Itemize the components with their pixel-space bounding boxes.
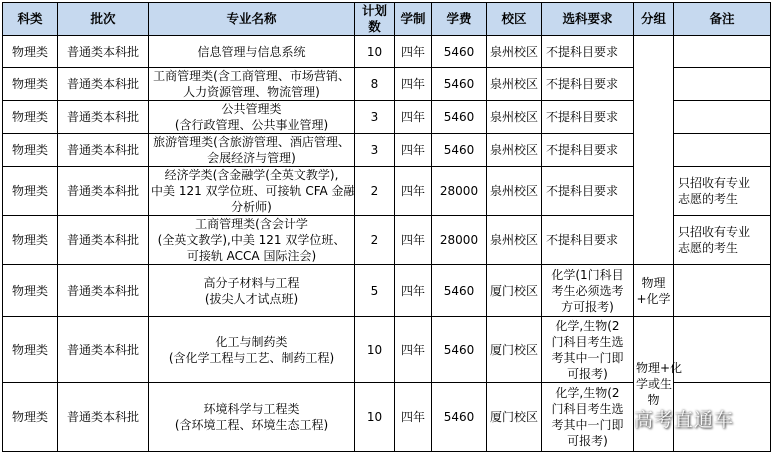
- cell-line: 不提科目要求: [546, 143, 619, 157]
- plan-count-cell: 3: [355, 101, 395, 134]
- batch-cell: 普通类本科批: [58, 167, 149, 216]
- table-row: [3, 265, 771, 317]
- duration-cell: 四年: [395, 36, 432, 68]
- cell-line: 化学,生物(2: [555, 386, 620, 400]
- duration-cell: 四年: [395, 101, 432, 134]
- plan-count-cell: 8: [355, 68, 395, 101]
- duration-cell: 四年: [395, 383, 432, 452]
- cell-line: 门科目考生选: [551, 402, 624, 416]
- kelei-cell: 物理类: [3, 265, 58, 317]
- batch-cell: 普通类本科批: [58, 101, 149, 134]
- header-cell: 学费: [432, 3, 487, 36]
- duration-cell: 四年: [395, 134, 432, 167]
- header-cell: 分组: [634, 3, 674, 36]
- plan-count-cell: 10: [355, 317, 395, 383]
- cell-line: 门科目考生选: [551, 334, 624, 349]
- campus-cell: 泉州校区: [487, 216, 542, 265]
- cell-line: 物理+化: [636, 361, 683, 375]
- campus-cell: 泉州校区: [487, 36, 542, 68]
- header-cell: 计划数: [355, 3, 395, 36]
- cell-line: 工商管理类(含工商管理、市场营销、: [153, 69, 350, 83]
- duration-cell: 四年: [395, 265, 432, 317]
- cell-line: 化学,生物(2: [555, 318, 620, 333]
- header-row: [3, 3, 771, 36]
- major-cell: [149, 216, 355, 265]
- kelei-cell: 物理类: [3, 134, 58, 167]
- cell-line: (含行政管理、公共事业管理): [174, 118, 329, 132]
- cell-line: 只招收有专业: [678, 176, 751, 190]
- cell-line: 分析师): [231, 200, 272, 214]
- campus-cell: 厦门校区: [487, 383, 542, 452]
- batch-cell: 普通类本科批: [58, 265, 149, 317]
- major-cell: [149, 68, 355, 101]
- group-cell: [634, 265, 674, 317]
- cell-line: 考其中一门即: [551, 418, 624, 432]
- subject-requirement-cell: [542, 134, 634, 167]
- tuition-cell: 5460: [432, 383, 487, 452]
- kelei-cell: 物理类: [3, 101, 58, 134]
- cell-line: 物理: [641, 275, 666, 290]
- cell-line: 考生必须选考: [551, 283, 624, 298]
- note-cell: [674, 265, 771, 317]
- duration-cell: 四年: [395, 167, 432, 216]
- note-cell: [674, 68, 771, 101]
- subject-requirement-cell: [542, 383, 634, 452]
- tuition-cell: 5460: [432, 317, 487, 383]
- cell-line: (含化学工程与工艺、制药工程): [168, 350, 335, 365]
- major-cell: [149, 36, 355, 68]
- major-cell: [149, 383, 355, 452]
- batch-cell: 普通类本科批: [58, 317, 149, 383]
- note-cell: [674, 317, 771, 383]
- table-row: [3, 36, 771, 68]
- header-cell: 专业名称: [149, 3, 355, 36]
- note-cell: [674, 134, 771, 167]
- header-cell: 选科要求: [542, 3, 634, 36]
- batch-cell: 普通类本科批: [58, 68, 149, 101]
- header-cell: 批次: [58, 3, 149, 36]
- cell-line: 环境科学与工程类: [203, 402, 300, 416]
- cell-line: 不提科目要求: [546, 44, 619, 59]
- subject-requirement-cell: [542, 101, 634, 134]
- campus-cell: 厦门校区: [487, 317, 542, 383]
- campus-cell: 厦门校区: [487, 265, 542, 317]
- kelei-cell: 物理类: [3, 383, 58, 452]
- note-cell: [674, 101, 771, 134]
- major-cell: [149, 167, 355, 216]
- cell-line: 不提科目要求: [546, 184, 619, 198]
- campus-cell: 泉州校区: [487, 167, 542, 216]
- header-cell: 备注: [674, 3, 771, 36]
- cell-line: 工商管理类(含会计学: [195, 217, 308, 231]
- cell-line: 志愿的考生: [678, 241, 739, 255]
- cell-line: 人力资源管理、物流管理): [183, 85, 320, 99]
- cell-line: 物: [647, 393, 660, 407]
- batch-cell: 普通类本科批: [58, 383, 149, 452]
- note-cell: [674, 216, 771, 265]
- major-cell: [149, 134, 355, 167]
- plan-count-cell: 10: [355, 36, 395, 68]
- cell-line: 信息管理与信息系统: [197, 44, 306, 59]
- cell-line: 中美 121 双学位班、可接轨 CFA 金融: [151, 184, 356, 198]
- campus-cell: 泉州校区: [487, 134, 542, 167]
- duration-cell: 四年: [395, 317, 432, 383]
- kelei-cell: 物理类: [3, 68, 58, 101]
- tuition-cell: 5460: [432, 68, 487, 101]
- cell-line: (拔尖人才试点班): [204, 291, 299, 306]
- note-cell: [674, 167, 771, 216]
- tuition-cell: 5460: [432, 134, 487, 167]
- kelei-cell: 物理类: [3, 317, 58, 383]
- tuition-cell: 28000: [432, 216, 487, 265]
- plan-count-cell: 2: [355, 167, 395, 216]
- cell-line: +化学: [636, 291, 671, 306]
- plan-count-cell: 5: [355, 265, 395, 317]
- duration-cell: 四年: [395, 68, 432, 101]
- note-cell: [674, 36, 771, 68]
- header-cell: 校区: [487, 3, 542, 36]
- cell-line: 不提科目要求: [546, 77, 619, 91]
- cell-line: 经济学类(含金融学(全英文教学),: [164, 168, 339, 182]
- cell-line: 不提科目要求: [546, 110, 619, 124]
- kelei-cell: 物理类: [3, 36, 58, 68]
- batch-cell: 普通类本科批: [58, 216, 149, 265]
- plan-count-cell: 3: [355, 134, 395, 167]
- campus-cell: 泉州校区: [487, 68, 542, 101]
- tuition-cell: 5460: [432, 36, 487, 68]
- header-cell: 学制: [395, 3, 432, 36]
- cell-line: (含环境工程、环境生态工程): [174, 418, 329, 432]
- tuition-cell: 5460: [432, 265, 487, 317]
- cell-line: 可报考): [567, 434, 608, 448]
- cell-line: 学或生: [636, 377, 673, 391]
- kelei-cell: 物理类: [3, 216, 58, 265]
- subject-requirement-cell: [542, 317, 634, 383]
- plan-count-cell: 10: [355, 383, 395, 452]
- duration-cell: 四年: [395, 216, 432, 265]
- cell-line: 会展经济与管理): [207, 151, 296, 165]
- plan-count-cell: 2: [355, 216, 395, 265]
- cell-line: 考其中一门即: [551, 350, 624, 365]
- subject-requirement-cell: [542, 167, 634, 216]
- header-cell: 科类: [3, 3, 58, 36]
- table-row: [3, 317, 771, 383]
- cell-line: 化工与制药类: [215, 334, 288, 349]
- cell-line: (全英文教学),中美 121 双学位班、: [157, 233, 346, 247]
- subject-requirement-cell: [542, 265, 634, 317]
- cell-line: 志愿的考生: [678, 192, 739, 206]
- cell-line: 化学(1门科目: [551, 267, 624, 282]
- kelei-cell: 物理类: [3, 167, 58, 216]
- watermark-logo: 高考直通车: [634, 409, 735, 431]
- cell-line: 高分子材料与工程: [203, 275, 300, 290]
- batch-cell: 普通类本科批: [58, 36, 149, 68]
- batch-cell: 普通类本科批: [58, 134, 149, 167]
- campus-cell: 泉州校区: [487, 101, 542, 134]
- cell-line: 旅游管理类(含旅游管理、酒店管理、: [153, 135, 350, 149]
- cell-line: 公共管理类: [221, 102, 282, 116]
- subject-requirement-cell: [542, 216, 634, 265]
- tuition-cell: 5460: [432, 101, 487, 134]
- subject-requirement-cell: [542, 68, 634, 101]
- cell-line: 只招收有专业: [678, 225, 751, 239]
- major-cell: [149, 317, 355, 383]
- cell-line: 不提科目要求: [546, 233, 619, 247]
- tuition-cell: 28000: [432, 167, 487, 216]
- cell-line: 可接轨 ACCA 国际注会): [186, 249, 317, 263]
- cell-line: 方可报考): [561, 299, 614, 314]
- subject-requirement-cell: [542, 36, 634, 68]
- admission-plan-table: [2, 2, 771, 452]
- cell-line: 可报考): [567, 366, 608, 381]
- major-cell: [149, 265, 355, 317]
- group-cell-empty: [634, 36, 674, 265]
- major-cell: [149, 101, 355, 134]
